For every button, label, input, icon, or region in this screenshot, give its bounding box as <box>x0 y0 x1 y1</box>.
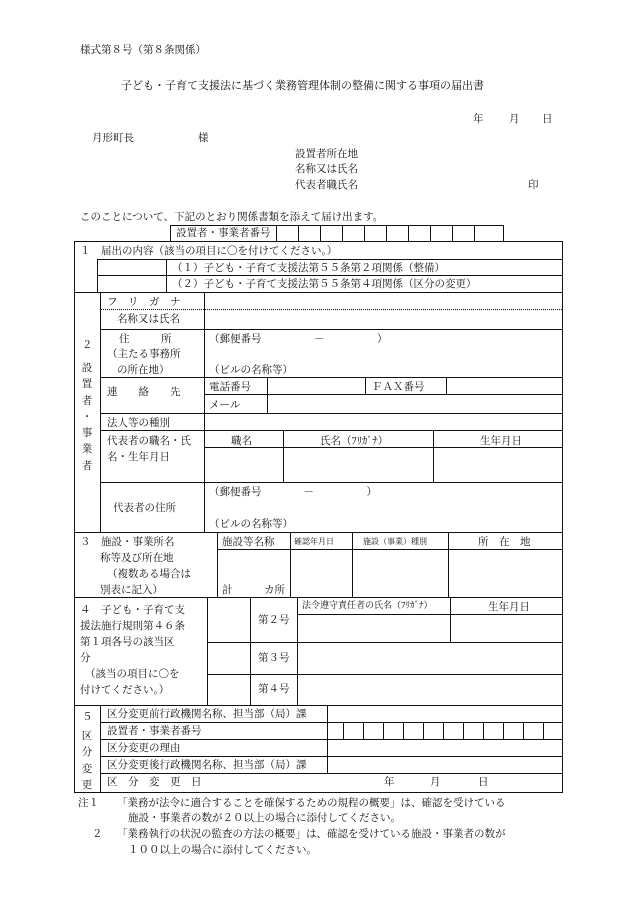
section3-label-2: 称等及び所在地 <box>100 552 174 564</box>
location-field[interactable] <box>449 550 561 596</box>
rep-building-label: （ビルの名称等） <box>209 518 293 530</box>
seal-mark: 印 <box>528 179 539 191</box>
section5-vertical-label: 区 分 変 更 <box>81 730 93 791</box>
section4-label-6: 付けてください。） <box>80 684 170 696</box>
address-label-3: の所在地） <box>117 364 170 376</box>
building-label: （ビルの名称等） <box>209 364 293 376</box>
section4-label-1: ４ 子ども・子育て支 <box>80 604 185 616</box>
corp-type-label: 法人等の種別 <box>107 417 170 429</box>
officer-birth-field[interactable] <box>451 615 561 641</box>
address-field[interactable] <box>205 345 561 361</box>
corp-type-field[interactable] <box>205 414 561 429</box>
note2-mark: ２ <box>92 828 103 840</box>
recipient-mayor: 月形町長 <box>92 132 134 144</box>
section3-label-4: 別表に記入） <box>100 584 163 596</box>
change-before-agency-label: 区分変更前行政機関名称、担当部（局）課 <box>107 708 307 720</box>
officer-name-header: 法令遵守責任者の氏名（ﾌﾘｶﾞﾅ） <box>302 601 433 611</box>
section2-number: ２ <box>82 339 93 351</box>
rep-address-field[interactable] <box>205 498 561 516</box>
section4-label-5: （該当の項目に〇を <box>85 668 180 680</box>
phone-label: 電話番号 <box>209 381 251 393</box>
facility-count-label: 計 カ所 <box>222 584 285 596</box>
category-no2[interactable]: 第２号 <box>258 614 290 626</box>
rep-name-header: 氏名（ﾌﾘｶﾞﾅ） <box>320 435 389 447</box>
confirm-date-header: 確認年月日 <box>294 537 334 546</box>
section5-number: ５ <box>82 711 93 723</box>
section3-label-3: （複数ある場合は <box>107 568 191 580</box>
section1-label: １ 届出の内容（該当の項目に〇を付けてください。） <box>80 245 338 257</box>
date-day-label: 日 <box>542 113 553 125</box>
mail-label: メール <box>209 399 241 411</box>
operator-number-label: 設置者・事業者番号 <box>176 227 271 239</box>
section1-option1[interactable]: （１）子ども・子育て支援法第５５条第２項関係（整備） <box>172 262 445 274</box>
note2-line2: １００以上の場合に添付してください。 <box>128 844 317 856</box>
facility-type-header: 施設（事業）種別 <box>363 537 427 546</box>
contact-label: 連 絡 先 <box>107 386 181 398</box>
date-year-label: 年 <box>473 113 484 125</box>
intro-text: このことについて、下記のとおり関係書類を添えて届け出ます。 <box>80 211 384 223</box>
change-date-field[interactable] <box>328 774 561 791</box>
category-no3[interactable]: 第３号 <box>258 652 290 664</box>
rep-position-field[interactable] <box>205 448 282 481</box>
declarant-name-label: 名称又は氏名 <box>295 163 358 175</box>
rep-birth-field[interactable] <box>434 448 561 481</box>
fax-field[interactable] <box>447 378 561 393</box>
section4-label-2: 援法施行規則第４６条 <box>80 620 185 632</box>
furigana-label: フ リ ガ ナ <box>107 296 181 308</box>
rep-address-label: 代表者の住所 <box>113 502 176 514</box>
rep-label-2: 名・生年月日 <box>107 451 170 463</box>
change-after-agency-label: 区分変更後行政機関名称、担当部（局）課 <box>107 759 307 771</box>
section4-label-3: 第１項各号の該当区 <box>80 636 175 648</box>
change-reason-field[interactable] <box>328 740 561 755</box>
name-field[interactable] <box>205 310 561 328</box>
name-label: 名称又は氏名 <box>117 313 180 325</box>
mail-field[interactable] <box>268 395 561 412</box>
declarant-address-label: 設置者所在地 <box>295 148 358 160</box>
change-date-day: 日 <box>478 776 489 788</box>
section4-label-4: 分 <box>80 652 91 664</box>
declarant-rep-label: 代表者職氏名 <box>295 179 358 191</box>
rep-postal-label: （郵便番号 － ） <box>209 486 377 498</box>
rep-position-header: 職名 <box>231 435 252 447</box>
officer-name-field[interactable] <box>298 615 449 641</box>
change-after-agency-field[interactable] <box>328 757 561 772</box>
note1-mark: 注１ <box>78 797 99 809</box>
form-title: 子ども・子育て支援法に基づく業務管理体制の整備に関する事項の届出書 <box>121 79 484 92</box>
rep-birth-header: 生年月日 <box>480 435 522 447</box>
rep-label-1: 代表者の職名・氏 <box>107 435 191 447</box>
change-date-year: 年 <box>384 776 395 788</box>
furigana-field[interactable] <box>205 293 561 308</box>
fax-label: ＦＡＸ番号 <box>372 381 425 393</box>
change-operator-number-label: 設置者・事業者番号 <box>107 725 202 737</box>
officer-birth-header: 生年月日 <box>488 601 530 613</box>
address-label-2: （主たる事務所 <box>107 348 181 360</box>
date-month-label: 月 <box>509 113 520 125</box>
postal-code-label: （郵便番号 － ） <box>209 333 388 345</box>
address-label-1: 住 所 <box>119 333 172 345</box>
note1-line1: 「業務が法令に適合することを確保するための規程の概要」は、確認を受けている <box>117 797 506 809</box>
form-number: 様式第８号（第８条関係） <box>80 44 206 56</box>
change-date-month: 月 <box>430 776 441 788</box>
category-no4[interactable]: 第４号 <box>258 683 290 695</box>
note1-line2: 施設・事業者の数が２０以上の場合に添付してください。 <box>128 812 401 824</box>
phone-field[interactable] <box>268 378 365 393</box>
change-date-label: 区 分 変 更 日 <box>107 776 202 788</box>
recipient-honorific: 様 <box>198 132 209 144</box>
facility-name-header: 施設等名称 <box>222 536 275 548</box>
rep-name-field[interactable] <box>284 448 432 481</box>
confirm-date-field[interactable] <box>291 550 351 596</box>
section2-vertical-label: 設 置 者 ・ 事 業 者 <box>81 362 93 472</box>
note2-line1: 「業務執行の状況の監査の方法の概要」は、確認を受けている施設・事業者の数が <box>117 828 506 840</box>
change-reason-label: 区分変更の理由 <box>107 742 181 754</box>
facility-type-field[interactable] <box>353 550 447 596</box>
section3-label-1: ３ 施設・事業所名 <box>80 536 175 548</box>
section1-option2[interactable]: （２）子ども・子育て支援法第５５条第４項関係（区分の変更） <box>172 278 477 290</box>
location-header: 所 在 地 <box>478 536 531 548</box>
change-before-agency-field[interactable] <box>328 706 561 721</box>
